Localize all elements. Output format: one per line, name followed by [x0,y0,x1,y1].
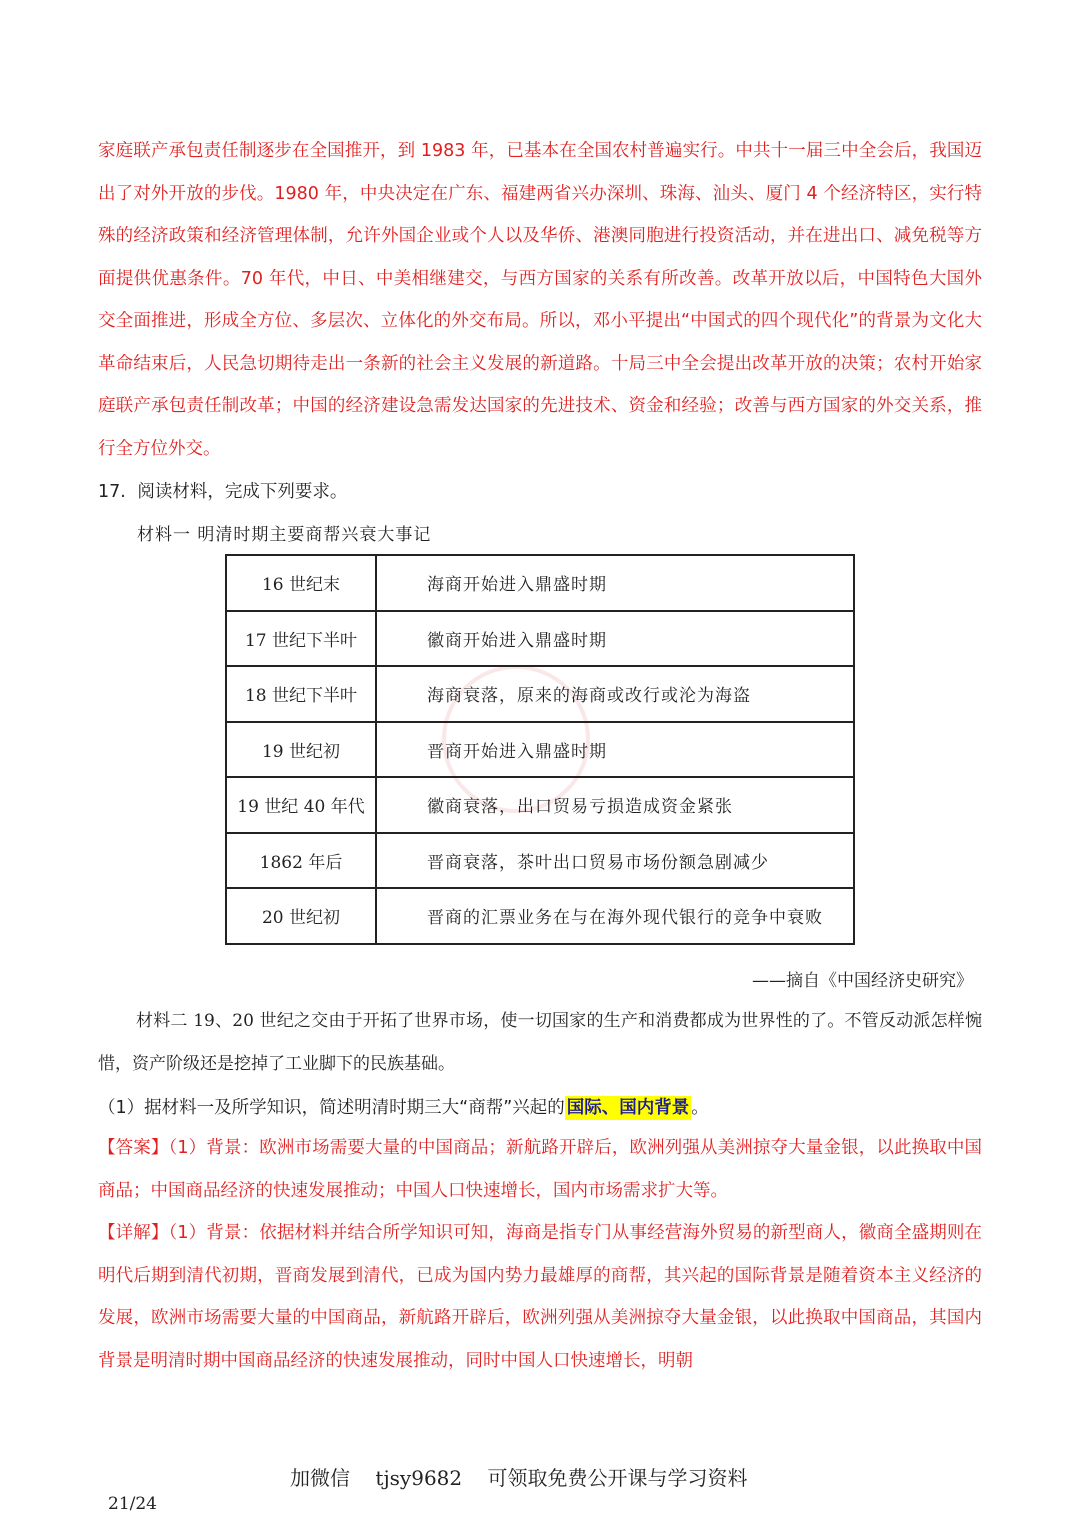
footer-wechat-ad: 加微信 tjsy9682 可领取免费公开课与学习资料 [290,1466,748,1490]
merchant-events-table [225,554,855,945]
event-description-cell: 晋商开始进入鼎盛时期 [376,722,854,778]
answer-continuation-paragraph: 家庭联产承包责任制逐步在全国推开，到 1983 年，已基本在全国农村普遍实行。中共十一届三中全会后，我国迈出了对外开放的步伐。1980 年，中央决定在广东、福建两省兴办深圳、珠海、汕头、厦门 4 个经济特区，实行特殊的经济政策和经济管理体制，允许外国企业或个人以及华侨、港澳同胞进行投资活动，并在进出口、减免税等方面提供优惠条件。70 年代，中日、中美相继建交，与西方国家的关系有所改善。改革开放以后，中国特色大国外交全面推进，形成全方位、多层次、立体化的外交布局。所以，邓小平提出“中国式的四个现代化”的背景为文化大革命结束后，人民急切期待走出一条新的社会主义发展的新道路。十局三中全会提出改革开放的决策；农村开始家庭联产承包责任制改革；中国的经济建设急需发达国家的先进技术、资金和经验；改善与西方国家的外交关系，推行全方位外交。 [98,141,982,459]
explanation-tag: 【详解】 [98,1223,169,1243]
sub-question-text: （1）据材料一及所学知识，简述明清时期三大“商帮”兴起的 [98,1098,565,1118]
explanation-paragraph [98,1212,982,1382]
table-row [226,666,854,722]
answer-text: （1）背景：欧洲市场需要大量的中国商品；新航路开辟后，欧洲列强从美洲掠夺大量金银，以此换取中国商品；中国商品经济的快速发展推动；中国人口快速增长，国内市场需求扩大等。 [98,1138,982,1201]
question-number: 17. [98,482,126,502]
question-17 [98,478,347,503]
material2-paragraph: 材料二 19、20 世纪之交由于开拓了世界市场，使一切国家的生产和消费都成为世界性的了。不管反动派怎样惋惜，资产阶级还是挖掉了工业脚下的民族基础。 [98,1011,982,1074]
event-time-cell: 16 世纪末 [226,555,376,611]
highlighted-keyword: 国际、国内背景 [566,1098,690,1118]
material1-source: ——摘自《中国经济史研究》 [752,971,973,991]
event-description-cell: 海商衰落，原来的海商或改行或沦为海盗 [376,666,854,722]
question-prompt: 阅读材料，完成下列要求。 [137,482,348,502]
sub-question-end: 。 [691,1098,709,1118]
event-description-cell: 晋商的汇票业务在与在海外现代银行的竞争中衰败 [376,888,854,944]
table-row [226,555,854,611]
answer-paragraph [98,1127,982,1212]
event-description-cell: 徽商衰落，出口贸易亏损造成资金紧张 [376,777,854,833]
event-time-cell: 1862 年后 [226,833,376,889]
table-row [226,888,854,944]
event-time-cell: 18 世纪下半叶 [226,666,376,722]
event-time-cell: 17 世纪下半叶 [226,611,376,667]
table-row [226,777,854,833]
answer-tag: 【答案】 [98,1138,169,1158]
event-time-cell: 19 世纪 40 年代 [226,777,376,833]
event-time-cell: 19 世纪初 [226,722,376,778]
material1-title: 材料一 明清时期主要商帮兴衰大事记 [137,525,432,545]
sub-question-1 [98,1094,709,1119]
table-row [226,833,854,889]
page-number: 21/24 [108,1494,157,1514]
table-row [226,722,854,778]
table-row [226,611,854,667]
event-description-cell: 海商开始进入鼎盛时期 [376,555,854,611]
event-description-cell: 徽商开始进入鼎盛时期 [376,611,854,667]
explanation-text: （1）背景：依据材料并结合所学知识可知，海商是指专门从事经营海外贸易的新型商人，徽商全盛期则在明代后期到清代初期，晋商发展到清代，已成为国内势力最雄厚的商帮，其兴起的国际背景是随着资本主义经济的发展，欧洲市场需要大量的中国商品，新航路开辟后，欧洲列强从美洲掠夺大量金银，以此换取中国商品，其国内背景是明清时期中国商品经济的快速发展推动，同时中国人口快速增长，明朝 [98,1223,982,1371]
event-time-cell: 20 世纪初 [226,888,376,944]
event-description-cell: 晋商衰落，茶叶出口贸易市场份额急剧减少 [376,833,854,889]
